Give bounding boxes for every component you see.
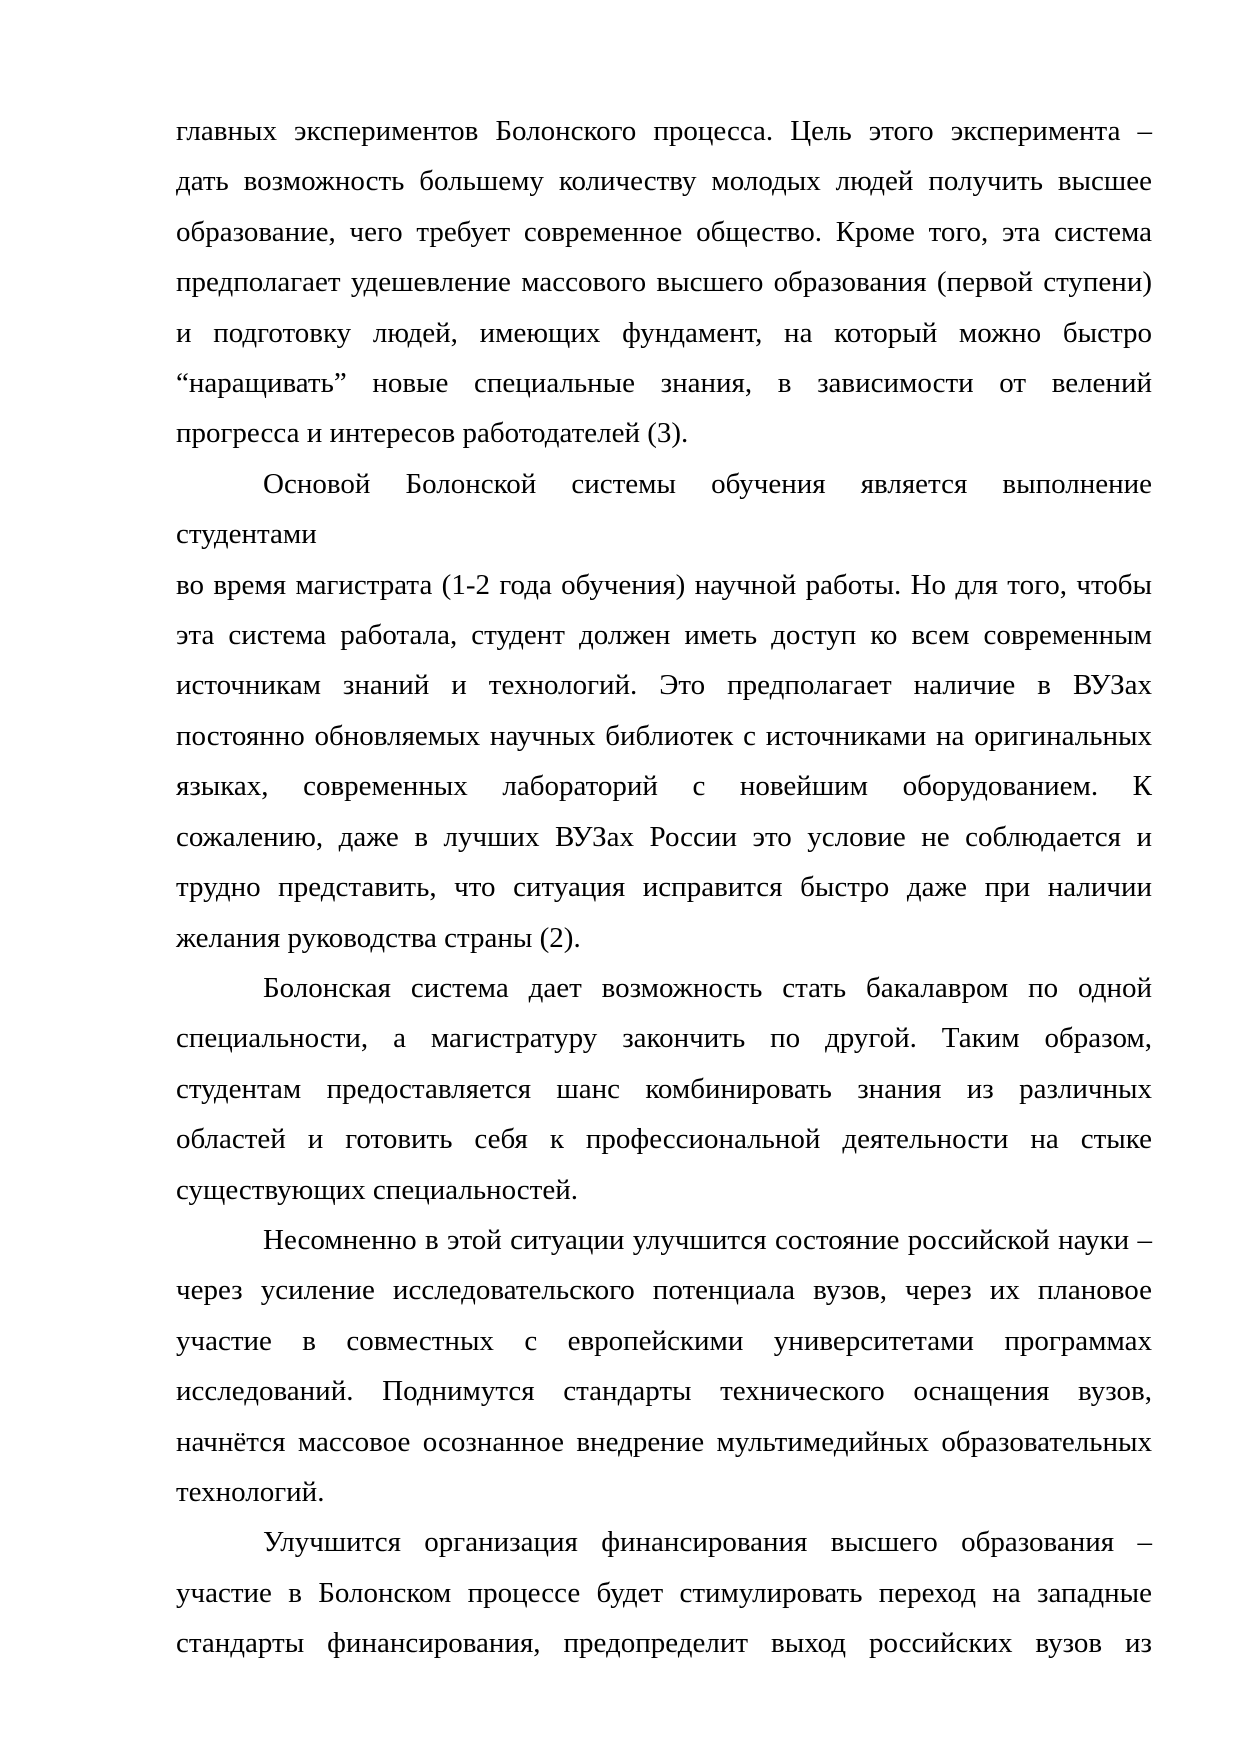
text-line: специальности, а магистратуру закончить по другой. Таким образом,: [176, 1022, 1152, 1055]
text-line: сожалению, даже в лучших ВУЗах России это условие не соблюдается и: [176, 820, 1152, 853]
text-line: исследований. Поднимутся стандарты технического оснащения вузов,: [176, 1375, 1152, 1408]
text-line: трудно представить, что ситуация исправится быстро даже при наличии: [176, 871, 1152, 904]
paragraph: [176, 1517, 1152, 1668]
text-line: начнётся массовое осознанное внедрение мультимедийных образовательных: [176, 1425, 1152, 1458]
text-line: студентам предоставляется шанс комбинировать знания из различных: [176, 1072, 1152, 1105]
text-line: желания руководства страны (2).: [176, 921, 581, 954]
paragraph: [176, 1215, 1152, 1517]
text-line: через усиление исследовательского потенциала вузов, через их плановое: [176, 1274, 1152, 1307]
text-line: эта система работала, студент должен иметь доступ ко всем современным: [176, 619, 1152, 652]
text-line: технологий.: [176, 1475, 325, 1508]
text-line: языках, современных лабораторий с новейшим оборудованием. К: [176, 770, 1152, 803]
text-line: прогресса и интересов работодателей (3).: [176, 417, 689, 450]
text-line: во время магистрата (1-2 года обучения) научной работы. Но для того, чтобы: [176, 568, 1152, 601]
text-line: стандарты финансирования, предопределит выход российских вузов из: [176, 1627, 1152, 1660]
paragraph: [176, 106, 1152, 459]
paragraph: [176, 459, 1152, 963]
text-line: образование, чего требует современное общество. Кроме того, эта система: [176, 215, 1152, 248]
text-line: постоянно обновляемых научных библиотек с источниками на оригинальных: [176, 719, 1152, 752]
text-line: источникам знаний и технологий. Это предполагает наличие в ВУЗах: [176, 669, 1152, 702]
text-line: участие в Болонском процессе будет стимулировать переход на западные: [176, 1576, 1152, 1609]
text-line: главных экспериментов Болонского процесса. Цель этого эксперимента –: [176, 115, 1152, 147]
text-line: областей и готовить себя к профессиональной деятельности на стыке: [176, 1123, 1152, 1156]
text-line: Основой Болонской системы обучения является выполнение студентами: [176, 467, 1152, 551]
text-line: “наращивать” новые специальные знания, в зависимости от велений: [176, 367, 1152, 400]
text-line: дать возможность большему количеству молодых людей получить высшее: [176, 165, 1152, 198]
text-line: Несомненно в этой ситуации улучшится состояние российской науки –: [263, 1223, 1152, 1256]
text-line: Болонская система дает возможность стать бакалавром по одной: [263, 971, 1152, 1004]
text-line: Улучшится организация финансирования высшего образования –: [263, 1526, 1152, 1559]
text-line: участие в совместных с европейскими университетами программах: [176, 1324, 1152, 1357]
paragraph: [176, 963, 1152, 1215]
text-line: и подготовку людей, имеющих фундамент, на который можно быстро: [176, 316, 1152, 349]
text-line: существующих специальностей.: [176, 1173, 578, 1206]
text-line: предполагает удешевление массового высшего образования (первой ступени): [176, 266, 1152, 299]
